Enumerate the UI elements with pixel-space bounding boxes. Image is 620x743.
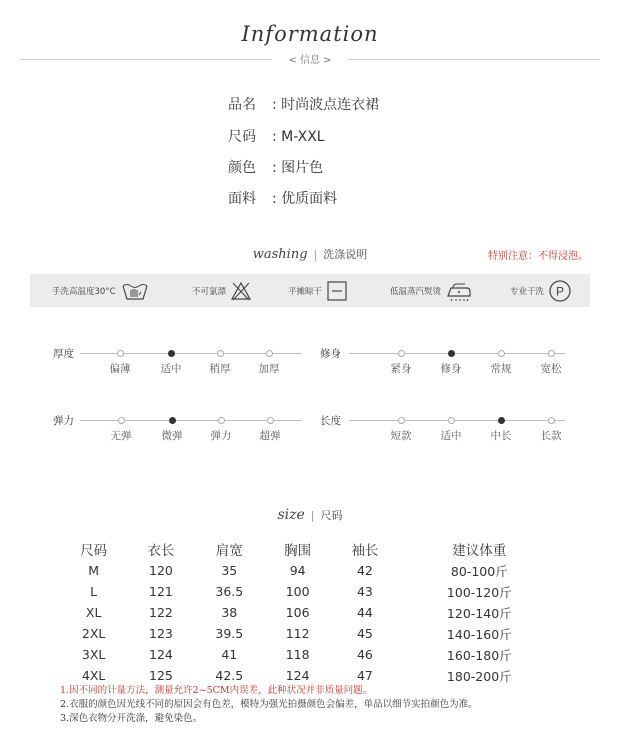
scale-dot — [398, 417, 405, 424]
scale-dot — [448, 417, 455, 424]
table-cell: 100 — [285, 584, 310, 599]
spec-value: 图片色 — [281, 160, 324, 176]
attribute-option: 稍厚 — [209, 363, 231, 375]
scale-dot — [218, 417, 225, 424]
table-cell: 3XL — [81, 647, 106, 662]
table-row — [60, 644, 560, 665]
spec-value: 时尚波点连衣裙 — [281, 97, 380, 113]
scale-dot-selected — [448, 350, 455, 357]
care-no-bleach — [192, 274, 252, 307]
size-table — [60, 538, 560, 686]
size-table-header — [60, 538, 560, 560]
table-cell: 160-180斤 — [446, 647, 512, 663]
care-label: 专业干洗 — [510, 286, 545, 297]
attribute-option: 微弹 — [161, 430, 183, 442]
dry-clean-icon — [548, 279, 572, 303]
table-cell: 38 — [221, 605, 238, 620]
attribute-scale-line — [349, 353, 565, 354]
care-label: 手洗高温度30°C — [52, 286, 116, 297]
table-row — [60, 602, 560, 623]
hand-wash-icon — [120, 280, 150, 302]
spec-fabric — [228, 188, 337, 208]
spec-value: M-XXL — [281, 129, 325, 145]
spec-value: 优质面料 — [281, 191, 338, 207]
attribute-option: 宽松 — [540, 363, 562, 375]
note-1: 1.因不同的计量方法，测量允许2~5CM内误差，此种状况并非质量问题。 — [60, 685, 373, 696]
dry-clean-symbol: P — [556, 284, 565, 298]
attribute-option: 弹力 — [210, 430, 232, 442]
attribute-option: 修身 — [440, 363, 462, 375]
table-cell: 47 — [356, 668, 373, 683]
washing-warning: 特别注意：不得浸泡。 — [488, 251, 588, 262]
table-cell: 100-120斤 — [446, 584, 512, 600]
table-cell: 124 — [285, 668, 310, 683]
col-header: 肩宽 — [215, 543, 243, 559]
table-cell: 140-160斤 — [446, 626, 512, 642]
note-3: 3.深色衣物分开洗涤，避免染色。 — [60, 713, 203, 724]
table-cell: M — [88, 563, 100, 578]
washing-title-en: washing — [252, 247, 308, 262]
table-cell: 180-200斤 — [446, 668, 512, 684]
table-cell: 122 — [149, 605, 173, 620]
table-cell: 35 — [221, 563, 238, 578]
scale-dot — [217, 350, 224, 357]
table-cell: 43 — [356, 584, 373, 599]
steam-iron-icon — [445, 280, 473, 302]
table-cell: L — [90, 584, 98, 599]
table-cell: 106 — [285, 605, 310, 620]
size-separator: | — [310, 509, 315, 522]
col-header: 衣长 — [147, 543, 175, 559]
attribute-option: 适中 — [440, 430, 462, 442]
table-cell: 42.5 — [215, 668, 244, 683]
table-cell: 2XL — [81, 626, 106, 641]
col-header: 建议体重 — [452, 543, 507, 559]
no-bleach-icon — [230, 280, 252, 302]
table-cell: 36.5 — [215, 584, 244, 599]
scale-dot-selected — [169, 417, 176, 424]
table-cell: 41 — [221, 647, 238, 662]
table-row — [60, 560, 560, 581]
table-row — [60, 581, 560, 602]
care-label: 不可氯漂 — [192, 286, 227, 297]
col-header: 尺码 — [80, 543, 108, 559]
table-cell: 80-100斤 — [450, 563, 508, 579]
table-cell: 45 — [356, 626, 373, 641]
spec-key: 品名 — [228, 97, 256, 113]
scale-dot — [548, 350, 555, 357]
washing-separator: | — [313, 248, 318, 261]
spec-key: 颜色 — [228, 160, 256, 176]
scale-dot — [548, 417, 555, 424]
attribute-option: 短款 — [390, 430, 412, 442]
size-table-body — [60, 560, 560, 686]
attribute-label: 弹力 — [53, 415, 74, 427]
attribute-label: 长度 — [320, 415, 341, 427]
table-cell: 120-140斤 — [446, 605, 512, 621]
care-steam-iron — [390, 274, 473, 307]
washing-title-cn: 洗涤说明 — [323, 248, 368, 261]
attribute-label: 修身 — [320, 348, 341, 360]
care-hand-wash — [52, 274, 150, 307]
dry-flat-icon — [326, 280, 348, 302]
spec-key: 尺码 — [228, 129, 256, 145]
attribute-option: 适中 — [160, 363, 182, 375]
table-cell: 118 — [285, 647, 310, 662]
table-cell: 4XL — [81, 668, 106, 683]
table-cell: 46 — [356, 647, 373, 662]
scale-dot — [117, 350, 124, 357]
attribute-label: 厚度 — [53, 348, 74, 360]
care-label: 低温蒸汽熨烫 — [390, 286, 442, 297]
spec-name — [228, 94, 379, 114]
care-label: 平摊晾干 — [288, 286, 323, 297]
spec-colon: : — [272, 191, 277, 207]
table-cell: 42 — [356, 563, 373, 578]
table-cell: 120 — [149, 563, 173, 578]
attribute-option: 超弹 — [259, 430, 281, 442]
spec-colon: : — [272, 160, 277, 176]
page-title: Information — [241, 22, 379, 46]
table-cell: 123 — [149, 626, 173, 641]
scale-dot-selected — [168, 350, 175, 357]
table-row — [60, 665, 560, 686]
page-subtitle: < 信息 > — [288, 55, 332, 66]
spec-color — [228, 157, 323, 177]
spec-colon: : — [272, 97, 277, 113]
care-dry-clean — [510, 274, 572, 307]
table-cell: XL — [85, 605, 102, 620]
attribute-option: 无弹 — [110, 430, 132, 442]
scale-dot-selected — [498, 417, 505, 424]
table-cell: 44 — [356, 605, 373, 620]
size-heading — [0, 504, 620, 523]
size-title-en: size — [277, 507, 305, 523]
table-cell: 39.5 — [215, 626, 244, 641]
attribute-option: 长款 — [540, 430, 562, 442]
note-2: 2.衣服的颜色因光线不同的原因会有色差，模特为强光拍摄颜色会偏差，单品以细节实拍颜色为准。 — [60, 699, 478, 710]
attribute-option: 加厚 — [258, 363, 280, 375]
attribute-option: 紧身 — [390, 363, 412, 375]
col-header: 胸围 — [284, 543, 312, 559]
notes — [60, 684, 478, 726]
scale-dot — [498, 350, 505, 357]
attribute-scale-line — [349, 420, 565, 421]
spec-colon: : — [272, 129, 277, 145]
care-dry-flat — [288, 274, 348, 307]
size-title-cn: 尺码 — [320, 509, 343, 522]
table-cell: 125 — [149, 668, 173, 683]
scale-dot — [398, 350, 405, 357]
table-cell: 124 — [149, 647, 173, 662]
table-cell: 121 — [149, 584, 173, 599]
attribute-option: 中长 — [490, 430, 512, 442]
col-header: 袖长 — [351, 543, 379, 559]
attribute-option: 常规 — [490, 363, 512, 375]
table-row — [60, 623, 560, 644]
table-cell: 112 — [285, 626, 310, 641]
scale-dot — [266, 350, 273, 357]
spec-size — [228, 126, 325, 146]
attribute-option: 偏薄 — [109, 363, 131, 375]
scale-dot — [267, 417, 274, 424]
care-instructions-strip — [30, 274, 590, 307]
table-cell: 94 — [289, 563, 306, 578]
spec-key: 面料 — [228, 191, 256, 207]
scale-dot — [118, 417, 125, 424]
